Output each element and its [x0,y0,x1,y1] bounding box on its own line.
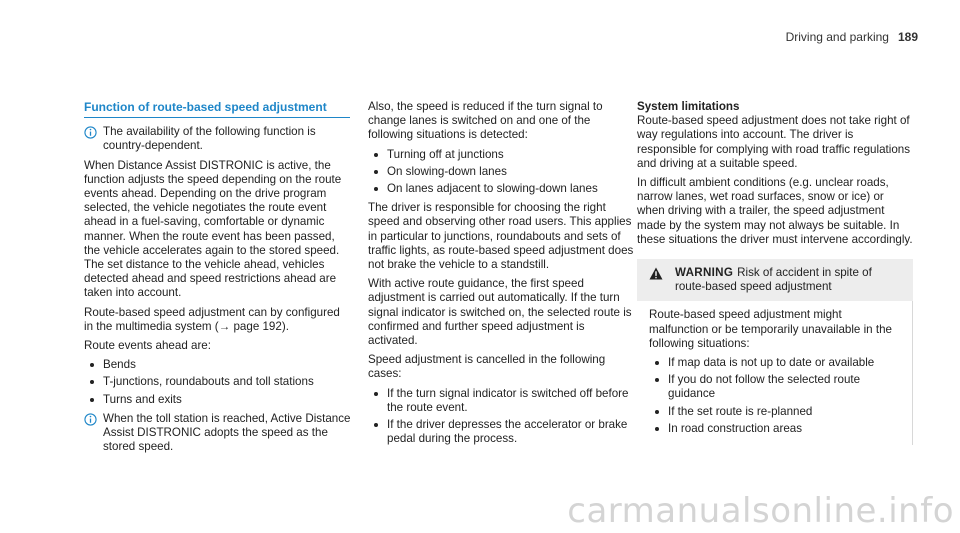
bullet-icon [374,392,378,396]
paragraph: With active route guidance, the first speed adjustment is carried out automatically. If the turn signal indicator is switched on, the selected route is confirmed and further speed adjustment is activated. [368,277,632,348]
list-item: On slowing-down lanes [368,165,636,179]
list-item: Turns and exits [84,393,352,407]
warning-box-header [637,259,913,301]
warning-triangle-icon [649,267,663,280]
note-text: When the toll station is reached, Active Distance Assist DISTRONIC adopts the speed as the stored speed. [103,411,351,454]
note-text: The availability of the following function is country-dependent. [103,125,316,153]
warning-title: Risk of accident in spite of route-based speed adjustment [675,266,872,294]
column-2 [368,100,636,451]
list-item: If the driver depresses the accelerator or brake pedal during the process. [368,418,636,446]
info-note [84,412,352,455]
warning-text: Route-based speed adjustment might malfunction or be temporarily unavailable in the following situations: [649,308,892,350]
page-header [786,30,918,44]
list-item: If you do not follow the selected route guidance [649,373,903,401]
list-item: If the set route is re-planned [649,405,903,419]
paragraph-config: Route-based speed adjustment can by configured in the multimedia system (→ page 192). [84,305,340,333]
info-icon [84,126,97,139]
bullet-icon [655,361,659,365]
paragraph: Route-based speed adjustment does not take right of way regulations into account. The driver is responsible for complying with road traffic regulations and driving at a suitable speed. [637,114,911,170]
warning-label: WARNING [675,266,734,280]
section-heading: Function of route-based speed adjustment [84,100,350,118]
page-number: 189 [897,30,918,44]
paragraph: The driver is responsible for choosing the right speed and observing other road users. This applies in particular to junctions, roundabouts and sets of traffic lights, as route-based speed adjustment does not brake the vehicle to a standstill. [368,201,634,272]
info-icon [84,413,97,426]
situations-list [368,148,636,197]
warning-box-body [637,301,913,445]
paragraph: Route events ahead are: [84,339,211,353]
bullet-icon [655,427,659,431]
bullet-icon [374,153,378,157]
list-item: If map data is not up to date or available [649,356,903,370]
list-item: Turning off at junctions [368,148,636,162]
bullet-icon [655,410,659,414]
section-title: Driving and parking [785,30,889,44]
paragraph: In difficult ambient conditions (e.g. unclear roads, narrow lanes, wet road surfaces, snow or ice) or when driving with a trailer, the speed adjustment made by the system may not always be suitable. In these situations the driver must intervene accordingly. [637,176,913,246]
bullet-icon [655,378,659,382]
paragraph: Speed adjustment is cancelled in the following cases: [368,353,606,381]
paragraph: Also, the speed is reduced if the turn signal to change lanes is switched on and one of the following situations is detected: [368,100,603,142]
list-item: Bends [84,358,352,372]
bullet-icon [90,363,94,367]
list-item: In road construction areas [649,422,903,436]
warning-list [649,356,903,436]
bullet-icon [374,423,378,427]
bullet-icon [374,187,378,191]
list-item: T-junctions, roundabouts and toll stations [84,375,352,389]
bullet-icon [90,398,94,402]
bullet-icon [374,170,378,174]
column-3 [637,100,913,445]
watermark: carmanualsonline.info [567,491,954,531]
list-item: On lanes adjacent to slowing-down lanes [368,182,636,196]
bullet-icon [90,380,94,384]
route-events-list [84,358,352,407]
list-item: If the turn signal indicator is switched off before the route event. [368,387,636,415]
column-1 [84,100,352,459]
cases-list [368,387,636,447]
system-limitations-heading: System limitations [637,100,740,113]
paragraph: When Distance Assist DISTRONIC is active, the function adjusts the speed depending on the route events ahead. Depending on the drive program selected, the vehicle negotiates the route event ahead in a fuel-saving, comfortable or dynamic manner. When the route event has been passed, the vehicle accelerates again to the stored speed. The set distance to the vehicle ahead, vehicles detected ahead and speed restrictions ahead are taken into account. [84,158,342,300]
info-note [84,125,352,153]
